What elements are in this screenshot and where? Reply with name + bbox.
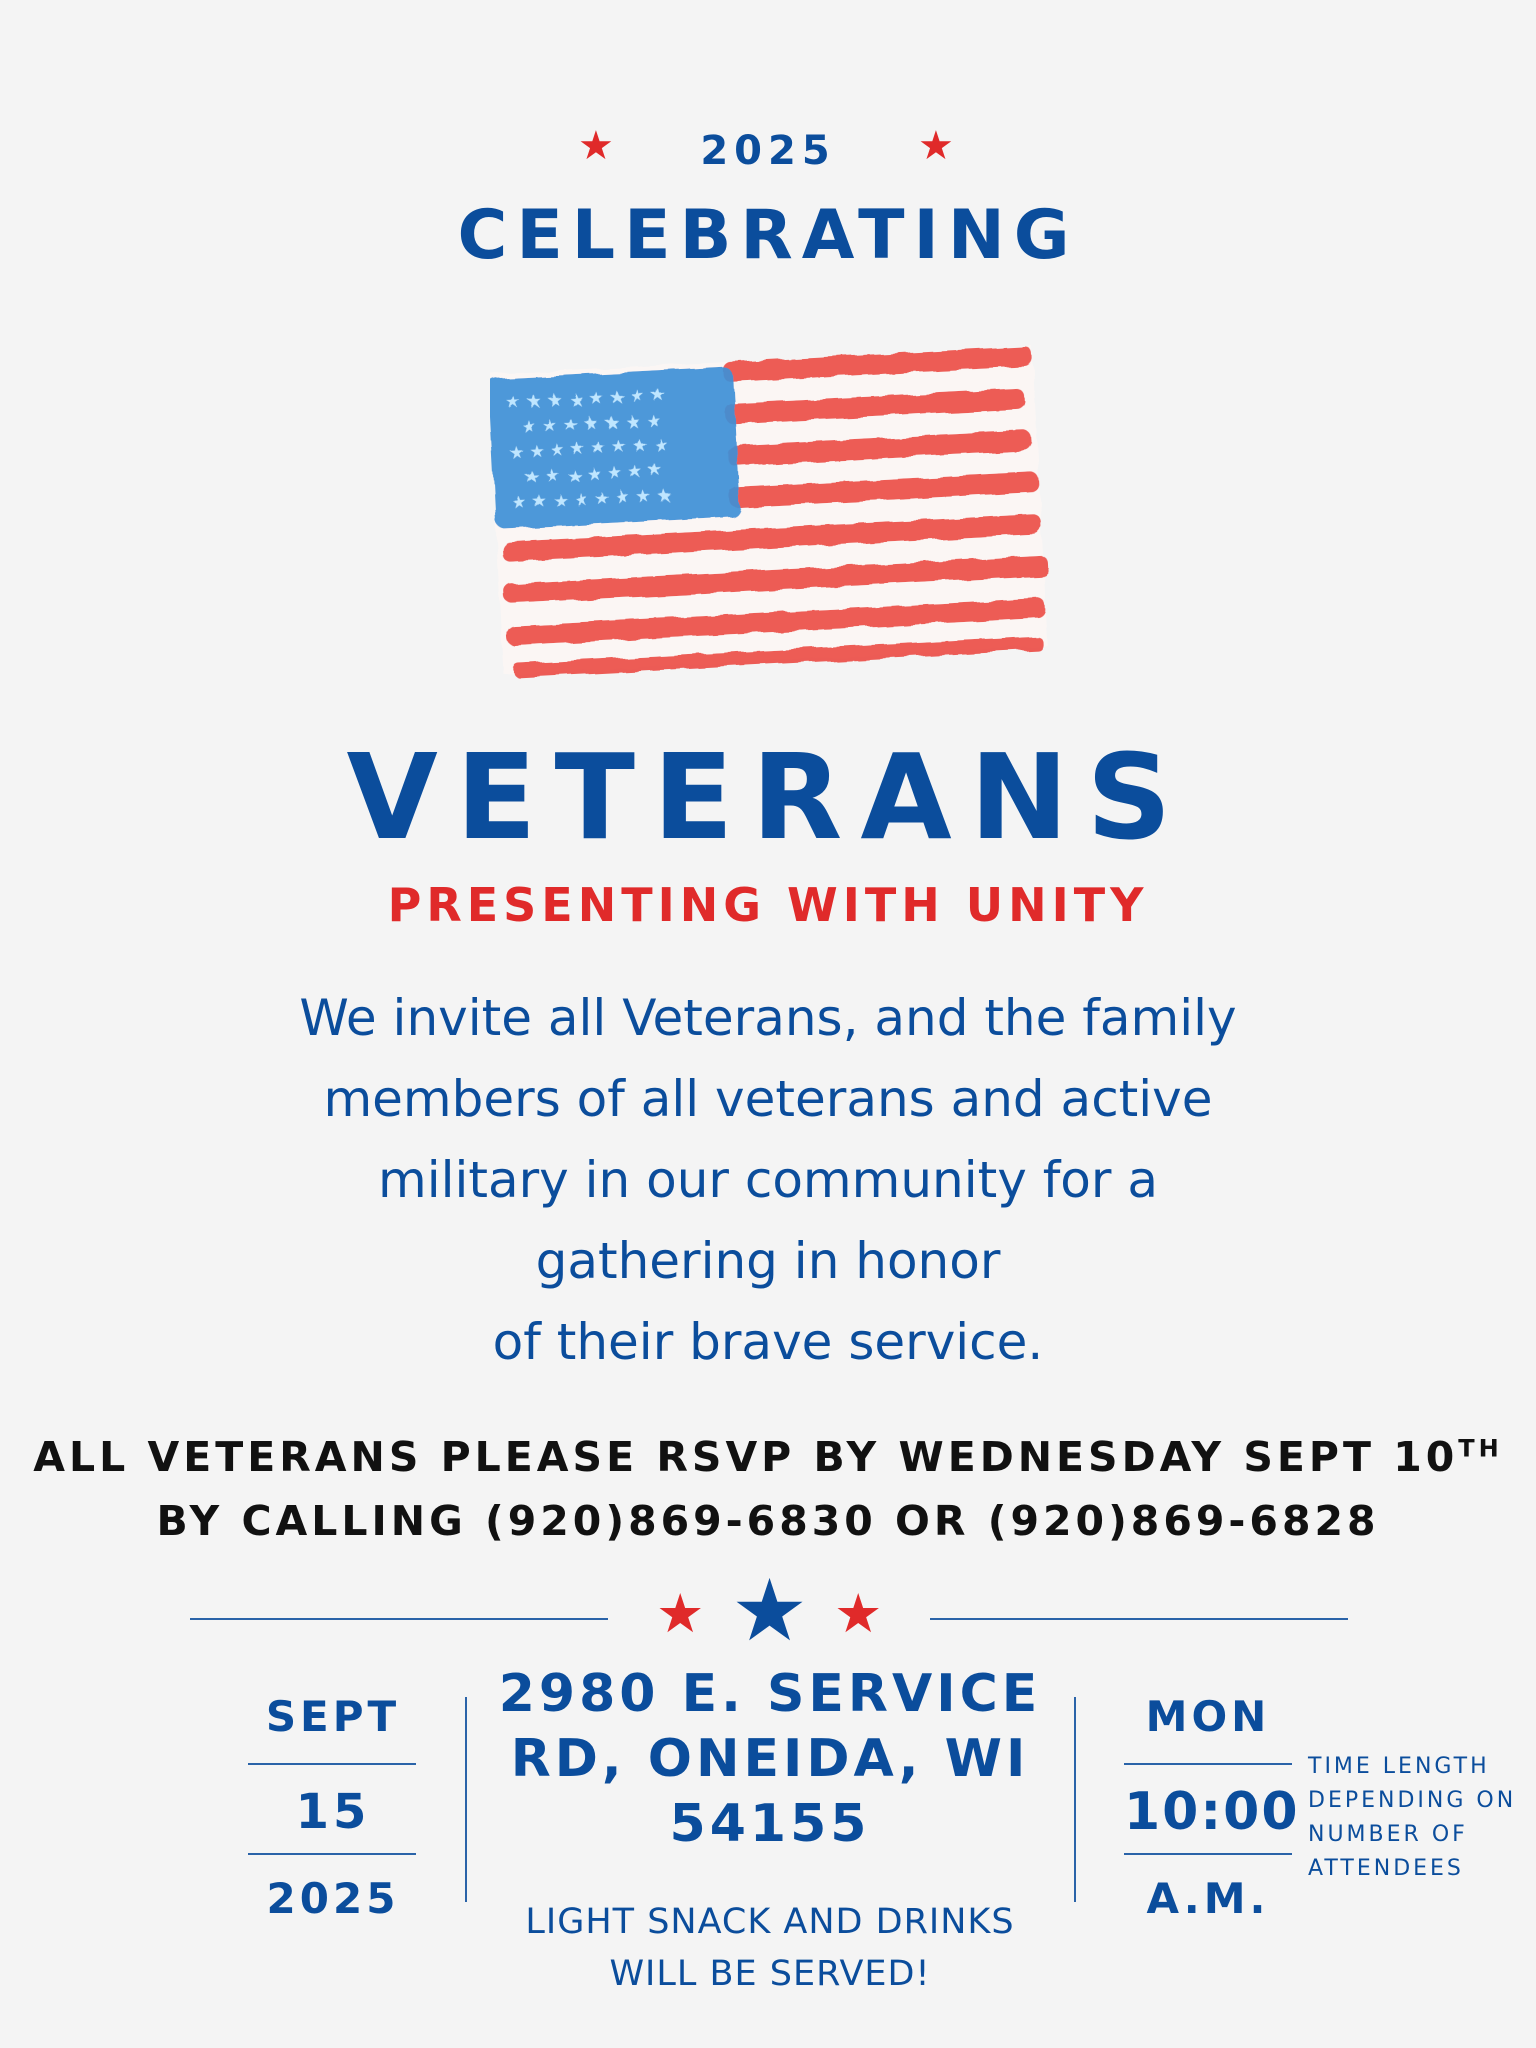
star-icon: ★ xyxy=(834,1582,883,1645)
date-rule xyxy=(248,1853,416,1855)
event-meridiem: A.M. xyxy=(1146,1874,1270,1923)
event-month: SEPT xyxy=(265,1692,401,1741)
event-year: 2025 xyxy=(266,1874,400,1923)
rsvp-phone: BY CALLING (920)869-6830 OR (920)869-6828 xyxy=(156,1497,1380,1545)
note-line: TIME LENGTH xyxy=(1308,1754,1490,1779)
invitation-line: of their brave service. xyxy=(492,1313,1044,1371)
column-separator xyxy=(465,1697,467,1902)
star-icon: ★ xyxy=(578,123,614,169)
refreshments-line: LIGHT SNACK AND DRINKS xyxy=(525,1902,1015,1942)
time-rule xyxy=(1124,1763,1292,1765)
refreshments-line: WILL BE SERVED! xyxy=(609,1954,931,1994)
event-address xyxy=(480,1662,1060,1857)
american-flag-icon xyxy=(490,330,1055,680)
svg-text:★ ★ ★ ★ ★ ★ ★: ★ ★ ★ ★ ★ ★ ★ xyxy=(521,410,662,438)
svg-text:★ ★ ★ ★ ★ ★ ★: ★ ★ ★ ★ ★ ★ ★ xyxy=(523,460,664,488)
time-rule xyxy=(1124,1853,1292,1855)
divider-left xyxy=(190,1618,608,1620)
date-rule xyxy=(248,1763,416,1765)
invitation-line: We invite all Veterans, and the family xyxy=(299,989,1237,1047)
subtitle: PRESENTING WITH UNITY xyxy=(387,878,1149,932)
refreshments-note xyxy=(480,1896,1060,2000)
star-icon: ★ xyxy=(731,1561,809,1661)
star-icon: ★ xyxy=(918,123,954,169)
invitation-text xyxy=(200,978,1336,1383)
invitation-line: military in our community for a xyxy=(377,1151,1158,1209)
note-line: ATTENDEES xyxy=(1308,1856,1464,1881)
note-line: NUMBER OF xyxy=(1308,1822,1468,1847)
column-separator xyxy=(1074,1697,1076,1902)
invitation-line: members of all veterans and active xyxy=(323,1070,1213,1128)
svg-text:★ ★ ★ ★ ★ ★ ★ ★: ★ ★ ★ ★ ★ ★ ★ ★ xyxy=(508,435,670,464)
rsvp-deadline-text: ALL VETERANS PLEASE RSVP BY WEDNESDAY SEPT 10 xyxy=(33,1433,1459,1481)
event-weekday: MON xyxy=(1145,1692,1271,1741)
event-year-top: 2025 xyxy=(700,128,836,174)
address-line: RD, ONEIDA, WI xyxy=(510,1729,1030,1789)
address-line: 54155 xyxy=(669,1794,871,1854)
celebrating-heading: CELEBRATING xyxy=(457,196,1079,275)
veterans-title: VETERANS xyxy=(346,728,1190,866)
divider-right xyxy=(930,1618,1348,1620)
event-time: 10:00 xyxy=(1124,1782,1300,1842)
invitation-line: gathering in honor xyxy=(535,1232,1001,1290)
rsvp-deadline xyxy=(0,1433,1536,1481)
note-line: DEPENDING ON xyxy=(1308,1788,1517,1813)
svg-text:★ ★ ★ ★ ★ ★ ★ ★: ★ ★ ★ ★ ★ ★ ★ ★ xyxy=(511,485,672,514)
event-day: 15 xyxy=(295,1784,371,1840)
svg-text:★ ★ ★ ★ ★ ★ ★ ★: ★ ★ ★ ★ ★ ★ ★ ★ xyxy=(505,385,667,414)
ordinal-suffix: TH xyxy=(1458,1434,1503,1463)
time-length-note xyxy=(1308,1750,1536,1886)
address-line: 2980 E. SERVICE xyxy=(498,1664,1042,1724)
star-icon: ★ xyxy=(656,1582,705,1645)
